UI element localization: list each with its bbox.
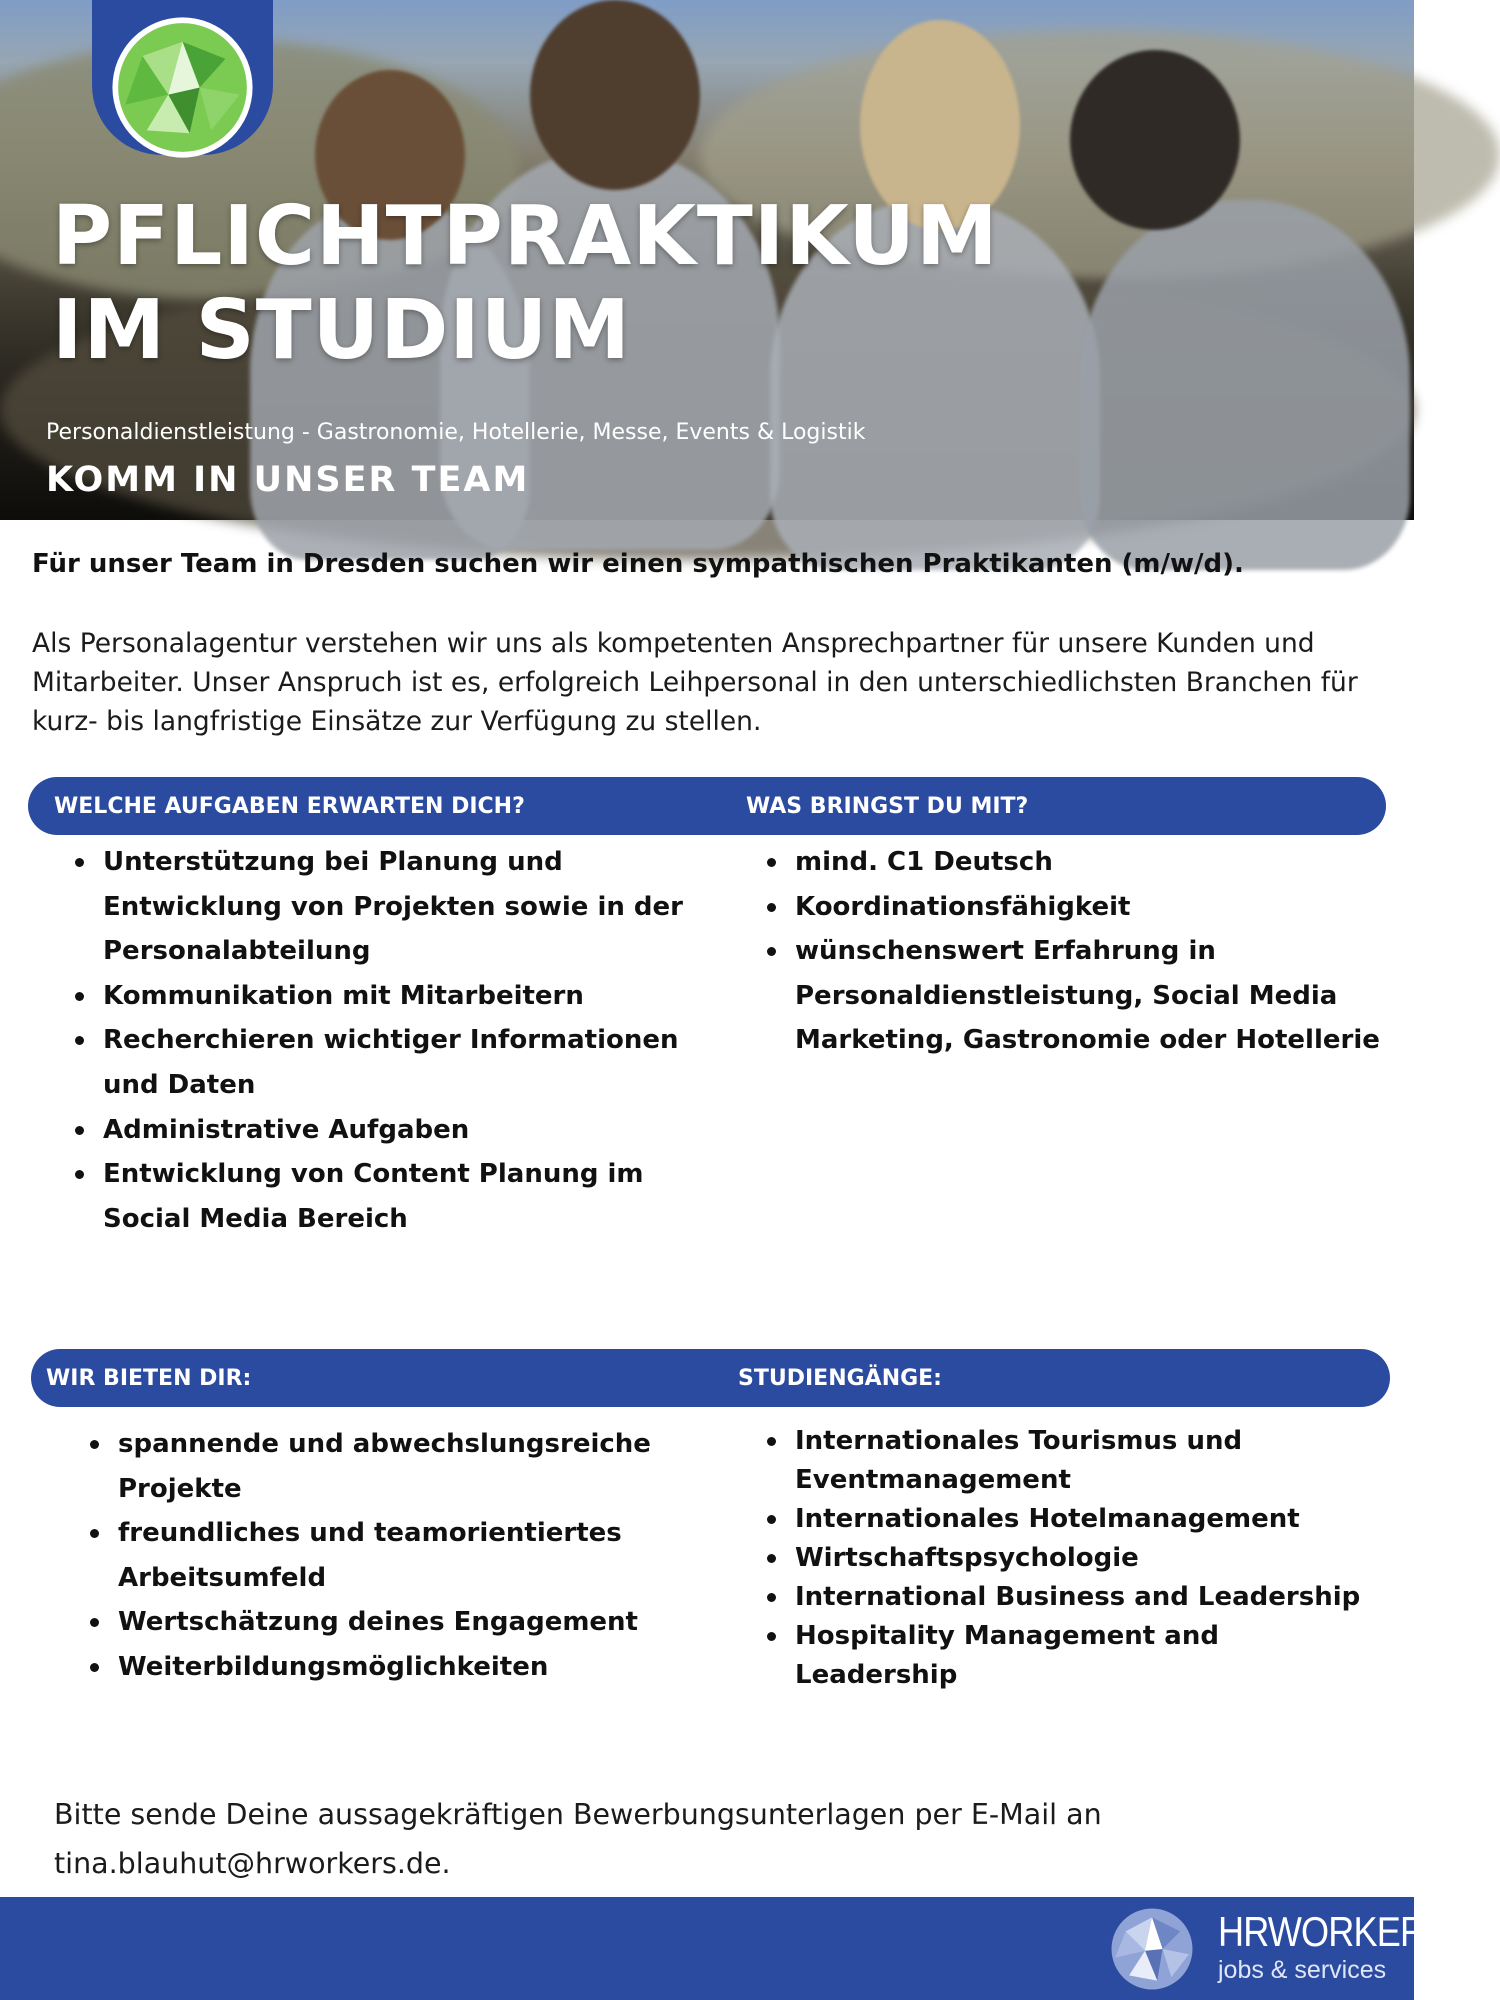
requirements-list bbox=[765, 840, 1385, 1063]
offer-list bbox=[88, 1422, 718, 1690]
list-item: Internationales Hotelmanagement bbox=[765, 1500, 1385, 1539]
brand-badge bbox=[92, 0, 273, 155]
footer-tagline: jobs & services bbox=[1218, 1956, 1387, 1984]
polygon-globe-logo-icon bbox=[1108, 1905, 1196, 1993]
list-item: Administrative Aufgaben bbox=[73, 1108, 713, 1153]
list-item: Recherchieren wichtiger Informationen und Daten bbox=[73, 1018, 713, 1107]
list-item: wünschenswert Erfahrung in Personaldienstleistung, Social Media Marketing, Gastronomie oder Hotellerie bbox=[765, 929, 1385, 1063]
hero-subtitle: Personaldienstleistung - Gastronomie, Hotellerie, Messe, Events & Logistik bbox=[46, 420, 866, 445]
list-item: Entwicklung von Content Planung im Social Media Bereich bbox=[73, 1152, 713, 1241]
requirements-heading: WAS BRINGST DU MIT? bbox=[746, 794, 1029, 819]
footer-bar bbox=[0, 1897, 1449, 2000]
page-title bbox=[52, 190, 999, 378]
list-item: International Business and Leadership bbox=[765, 1578, 1385, 1617]
page-title-line: PFLICHTPRAKTIKUM bbox=[52, 189, 999, 284]
list-item: freundliches und teamorientiertes Arbeitsumfeld bbox=[88, 1511, 718, 1600]
hero-photo-head bbox=[530, 0, 700, 190]
list-item: Wertschätzung deines Engagement bbox=[88, 1600, 718, 1645]
list-item: Koordinationsfähigkeit bbox=[765, 885, 1385, 930]
intro-lead: Für unser Team in Dresden suchen wir einen sympathischen Praktikanten (m/w/d). bbox=[32, 549, 1244, 579]
list-item: Hospitality Management and Leadership bbox=[765, 1617, 1385, 1695]
list-item: Kommunikation mit Mitarbeitern bbox=[73, 974, 713, 1019]
offer-heading: WIR BIETEN DIR: bbox=[46, 1366, 252, 1391]
list-item: Internationales Tourismus und Eventmanagement bbox=[765, 1422, 1385, 1500]
hero-cta: KOMM IN UNSER TEAM bbox=[46, 460, 530, 500]
intro-body: Als Personalagentur verstehen wir uns als kompetenten Ansprechpartner für unsere Kunden und Mitarbeiter. Unser Anspruch ist es, erfolgreich Leihpersonal in den unterschiedlichsten Branchen für kurz- bis langfristige Einsätze zur Verfügung zu stellen. bbox=[32, 628, 1358, 737]
hero-photo-person bbox=[1080, 200, 1410, 570]
section-header-band bbox=[31, 1349, 1390, 1407]
footer-brand: HRWORKERS bbox=[1218, 1908, 1449, 1955]
page-title-line: IM STUDIUM bbox=[52, 283, 631, 378]
list-item: spannende und abwechslungsreiche Projekte bbox=[88, 1422, 718, 1511]
list-item: Wirtschaftspsychologie bbox=[765, 1539, 1385, 1578]
programs-heading: STUDIENGÄNGE: bbox=[738, 1366, 942, 1391]
list-item: mind. C1 Deutsch bbox=[765, 840, 1385, 885]
list-item: Unterstützung bei Planung und Entwicklung von Projekten sowie in der Personalabteilung bbox=[73, 840, 713, 974]
tasks-heading: WELCHE AUFGABEN ERWARTEN DICH? bbox=[54, 794, 525, 819]
list-item: Weiterbildungsmöglichkeiten bbox=[88, 1645, 718, 1690]
section-header-band bbox=[28, 777, 1386, 835]
tasks-list bbox=[73, 840, 713, 1241]
hero-banner bbox=[0, 0, 1414, 520]
polygon-globe-logo-icon bbox=[111, 16, 254, 159]
application-instructions: Bitte sende Deine aussagekräftigen Bewerbungsunterlagen per E-Mail an tina.blauhut@hrworkers.de. bbox=[54, 1798, 1102, 1880]
programs-list bbox=[765, 1422, 1385, 1695]
hero-photo-head bbox=[1070, 50, 1240, 230]
